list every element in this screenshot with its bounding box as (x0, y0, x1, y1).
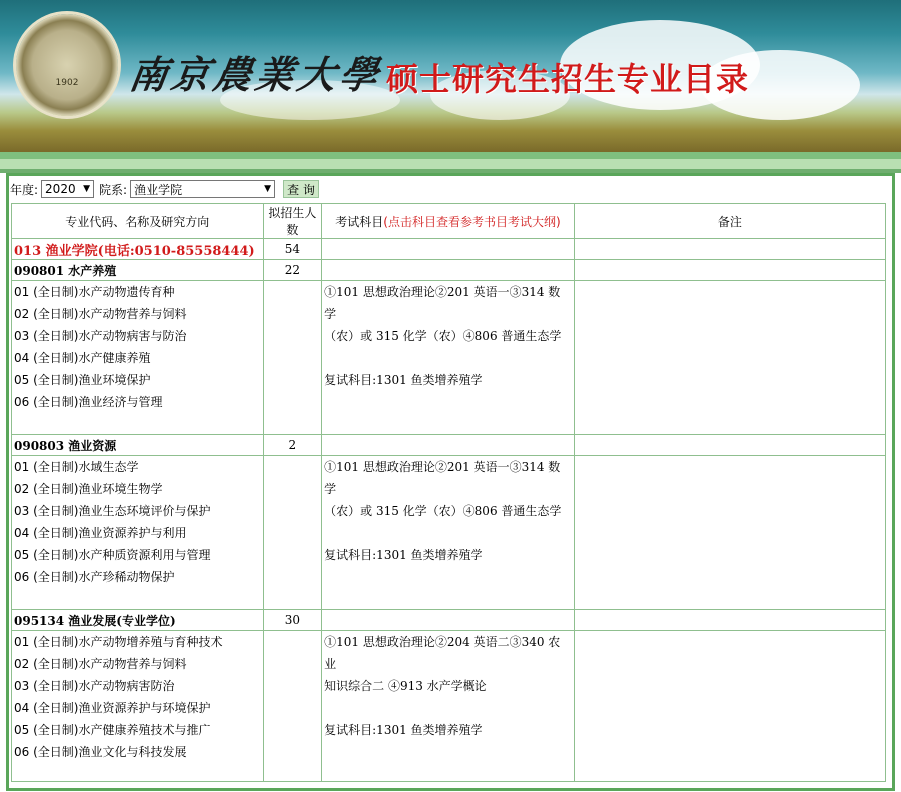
exam-subjects-line[interactable]: （农）或 315 化学（农）④806 普通生态学 (324, 329, 562, 343)
direction-item: 06 (全日制)水产珍稀动物保护 (14, 570, 175, 584)
header-exam (322, 204, 575, 239)
empty-cell (322, 260, 575, 281)
major-name: 090803 渔业资源 (12, 435, 264, 456)
direction-item: 01 (全日制)水产动物遗传育种 (14, 285, 175, 299)
direction-item: 02 (全日制)水产动物营养与饲料 (14, 307, 187, 321)
empty-cell (574, 239, 885, 260)
empty-cell (322, 239, 575, 260)
empty-cell (574, 435, 885, 456)
major-name: 095134 渔业发展(专业学位) (12, 610, 264, 631)
chevron-down-icon: ▼ (83, 184, 91, 194)
direction-item: 03 (全日制)水产动物病害与防治 (14, 329, 187, 343)
exam-subjects-line[interactable]: （农）或 315 化学（农）④806 普通生态学 (324, 504, 562, 518)
directions-cell (12, 281, 264, 435)
year-select[interactable] (41, 180, 94, 198)
direction-item: 04 (全日制)渔业资源养护与环境保护 (14, 701, 211, 715)
direction-item: 04 (全日制)水产健康养殖 (14, 351, 151, 365)
major-name: 090801 水产养殖 (12, 260, 264, 281)
exam-subjects-line[interactable]: ①101 思想政治理论②204 英语二③340 农业 (324, 635, 561, 671)
empty-cell (263, 631, 322, 782)
direction-item: 02 (全日制)渔业环境生物学 (14, 482, 163, 496)
exam-subjects-line[interactable]: ①101 思想政治理论②201 英语一③314 数学 (324, 460, 561, 496)
notes-cell (574, 281, 885, 435)
university-logo (16, 14, 118, 116)
exam-cell (322, 456, 575, 610)
notes-cell (574, 456, 885, 610)
direction-item: 01 (全日制)水产动物增养殖与育种技术 (14, 635, 223, 649)
empty-cell (322, 610, 575, 631)
exam-cell (322, 281, 575, 435)
direction-item: 02 (全日制)水产动物营养与饲料 (14, 657, 187, 671)
dept-label: 院系: (99, 182, 128, 197)
direction-item: 06 (全日制)渔业文化与科技发展 (14, 745, 187, 759)
header-quota: 拟招生人数 (263, 204, 322, 239)
retest-subject[interactable]: 复试科目:1301 鱼类增养殖学 (324, 373, 483, 387)
program-table (11, 203, 886, 782)
major-row (12, 260, 886, 281)
college-quota: 54 (263, 239, 322, 260)
direction-item: 01 (全日制)水域生态学 (14, 460, 139, 474)
major-detail-row (12, 281, 886, 435)
direction-item: 05 (全日制)水产种质资源利用与管理 (14, 548, 211, 562)
retest-subject[interactable]: 复试科目:1301 鱼类增养殖学 (324, 723, 483, 737)
chevron-down-icon: ▼ (264, 184, 272, 194)
logo-year: 1902 (55, 78, 79, 88)
major-quota: 2 (263, 435, 322, 456)
university-name: 南京農業大學 (126, 52, 385, 97)
direction-item: 03 (全日制)渔业生态环境评价与保护 (14, 504, 211, 518)
major-detail-row (12, 631, 886, 782)
exam-subjects-line[interactable]: 知识综合二 ④913 水产学概论 (324, 679, 487, 693)
year-label: 年度: (10, 182, 39, 197)
header-exam-prefix: 考试科目 (335, 214, 384, 229)
exam-cell (322, 631, 575, 782)
header-major: 专业代码、名称及研究方向 (12, 204, 264, 239)
major-row (12, 435, 886, 456)
direction-item: 05 (全日制)水产健康养殖技术与推广 (14, 723, 211, 737)
dept-select[interactable] (130, 180, 275, 198)
empty-cell (263, 456, 322, 610)
header-notes: 备注 (574, 204, 885, 239)
exam-subjects-line[interactable]: ①101 思想政治理论②201 英语一③314 数学 (324, 285, 561, 321)
college-row (12, 239, 886, 260)
major-row (12, 610, 886, 631)
filter-toolbar (10, 179, 319, 199)
direction-item: 05 (全日制)渔业环境保护 (14, 373, 151, 387)
notes-cell (574, 631, 885, 782)
year-select-value: 2020 (45, 182, 76, 196)
major-quota: 22 (263, 260, 322, 281)
empty-cell (574, 610, 885, 631)
query-button[interactable]: 查 询 (283, 180, 319, 198)
directions-cell (12, 456, 264, 610)
college-name: 013 渔业学院(电话:0510-85558444) (12, 239, 264, 260)
empty-cell (263, 281, 322, 435)
divider (0, 152, 901, 159)
divider (0, 159, 901, 169)
direction-item: 06 (全日制)渔业经济与管理 (14, 395, 163, 409)
direction-item: 03 (全日制)水产动物病害防治 (14, 679, 175, 693)
dept-select-value: 渔业学院 (134, 182, 183, 197)
directions-cell (12, 631, 264, 782)
empty-cell (574, 260, 885, 281)
retest-subject[interactable]: 复试科目:1301 鱼类增养殖学 (324, 548, 483, 562)
exam-syllabus-link[interactable]: (点击科目查看参考书目考试大纲) (383, 214, 561, 229)
header-banner (0, 0, 901, 152)
catalog-title: 硕士研究生招生专业目录 (386, 60, 750, 98)
table-header-row (12, 204, 886, 239)
major-quota: 30 (263, 610, 322, 631)
direction-item: 04 (全日制)渔业资源养护与利用 (14, 526, 187, 540)
empty-cell (322, 435, 575, 456)
major-detail-row (12, 456, 886, 610)
